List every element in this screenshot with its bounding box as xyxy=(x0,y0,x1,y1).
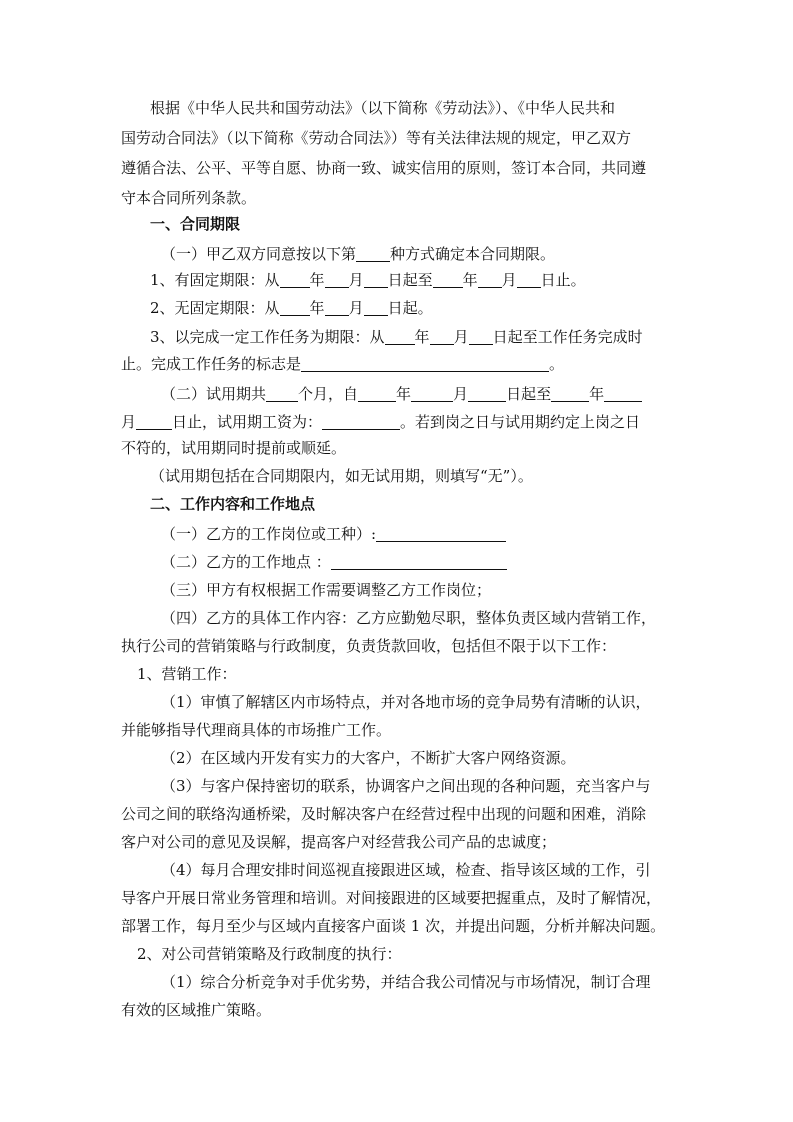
fill-blank[interactable] xyxy=(376,526,506,542)
fill-blank[interactable] xyxy=(136,414,172,430)
fill-blank[interactable] xyxy=(322,414,400,430)
clause-fixed-term: 1、有固定期限：从 年 月 日起至 年 月 日止。 xyxy=(150,271,586,289)
list-item: （1）综合分析竞争对手优劣势，并结合我公司情况与市场情况，制订合理 xyxy=(161,973,651,991)
clause-adjust: （三）甲方有权根据工作需要调整乙方工作岗位； xyxy=(161,581,492,599)
intro-line: 国劳动合同法》（以下简称《劳动合同法》）等有关法律法规的规定，甲乙双方 xyxy=(121,129,632,147)
fill-blank[interactable] xyxy=(385,329,415,345)
fill-blank[interactable] xyxy=(411,386,453,402)
list-item: （3）与客户保持密切的联系，协调客户之间出现的各种问题，充当客户与 xyxy=(161,777,651,795)
fill-blank[interactable] xyxy=(364,300,388,316)
fill-blank[interactable] xyxy=(430,329,454,345)
list-item: （2）在区域内开发有实力的大客户，不断扩大客户网络资源。 xyxy=(161,749,576,767)
fill-blank[interactable] xyxy=(280,272,310,288)
clause-task-term: 3、以完成一定工作任务为期限：从 年 月 日起至工作任务完成时 xyxy=(150,328,643,346)
list-item: 导客户开展日常业务管理和培训。对间接跟进的区域要把握重点，及时了解情况， xyxy=(121,889,662,907)
fill-blank[interactable] xyxy=(551,386,589,402)
fill-blank[interactable] xyxy=(331,554,507,570)
intro-line: 遵循合法、公平、平等自愿、协商一致、诚实信用的原则，签订本合同，共同遵 xyxy=(121,159,647,177)
subsection-title: 2、对公司营销策略及行政制度的执行： xyxy=(137,945,402,963)
fill-blank[interactable] xyxy=(478,272,502,288)
fill-blank[interactable] xyxy=(517,272,541,288)
fill-blank[interactable] xyxy=(469,329,493,345)
fill-blank[interactable] xyxy=(266,386,298,402)
clause-place: （二）乙方的工作地点 ： xyxy=(161,552,507,572)
fill-blank[interactable] xyxy=(325,272,349,288)
list-item: 公司之间的联络沟通桥梁，及时解决客户在经营过程中出现的问题和困难，消除 xyxy=(121,805,647,823)
section-heading: 二、工作内容和工作地点 xyxy=(150,495,316,513)
fill-blank[interactable] xyxy=(604,386,642,402)
fill-blank[interactable] xyxy=(468,386,506,402)
list-item: （4）每月合理安排时间巡视直接跟进区域，检查、指导该区域的工作，引 xyxy=(161,861,651,879)
fill-blank[interactable] xyxy=(280,300,310,316)
subsection-title: 1、营销工作： xyxy=(137,665,237,683)
clause-content: （四）乙方的具体工作内容：乙方应勤勉尽职，整体负责区域内营销工作， xyxy=(161,609,657,627)
intro-line: 守本合同所列条款。 xyxy=(121,189,257,207)
section-heading: 一、合同期限 xyxy=(150,215,241,233)
list-item: 客户对公司的意见及误解，提高客户对经营我公司产品的忠诚度； xyxy=(121,833,557,851)
list-item: （1）审慎了解辖区内市场特点，并对各地市场的竞争局势有清晰的认识， xyxy=(161,693,651,711)
fill-blank[interactable] xyxy=(325,300,349,316)
clause-post: （一）乙方的工作岗位或工种）: xyxy=(161,524,506,544)
probation-note: （试用期包括在合同期限内，如无试用期，则填写“无”）。 xyxy=(150,467,533,485)
clause-probation-cont: 不符的，试用期同时提前或顺延。 xyxy=(121,439,347,457)
clause-probation-cont: 月 日止，试用期工资为： 。若到岗之日与试用期约定上岗之日 xyxy=(121,413,641,431)
list-item: 有效的区域推广策略。 xyxy=(121,1001,272,1019)
intro-line: 根据《中华人民共和国劳动法》（以下简称《劳动法》）、《中华人民共和 xyxy=(150,99,616,117)
clause-probation: （二）试用期共 个月，自 年 月 日起至 年 xyxy=(161,384,642,404)
clause-content: 执行公司的营销策略与行政制度，负责货款回收，包括但不限于以下工作： xyxy=(121,637,617,655)
fill-blank[interactable] xyxy=(358,386,396,402)
list-item: 并能够指导代理商具体的市场推广工作。 xyxy=(121,721,392,739)
fill-blank[interactable] xyxy=(433,272,463,288)
clause-term-method: （一）甲乙双方同意按以下第 种方式确定本合同期限。 xyxy=(161,245,556,263)
fill-blank[interactable] xyxy=(356,246,390,262)
fill-blank[interactable] xyxy=(364,272,388,288)
clause-open-term: 2、无固定期限：从 年 月 日起。 xyxy=(150,299,433,317)
clause-task-term-cont: 止。完成工作任务的标志是 。 xyxy=(121,355,565,373)
fill-blank[interactable] xyxy=(301,356,549,372)
list-item: 部署工作，每月至少与区域内直接客户面谈 1 次，并提出问题，分析并解决问题。 xyxy=(121,917,666,935)
